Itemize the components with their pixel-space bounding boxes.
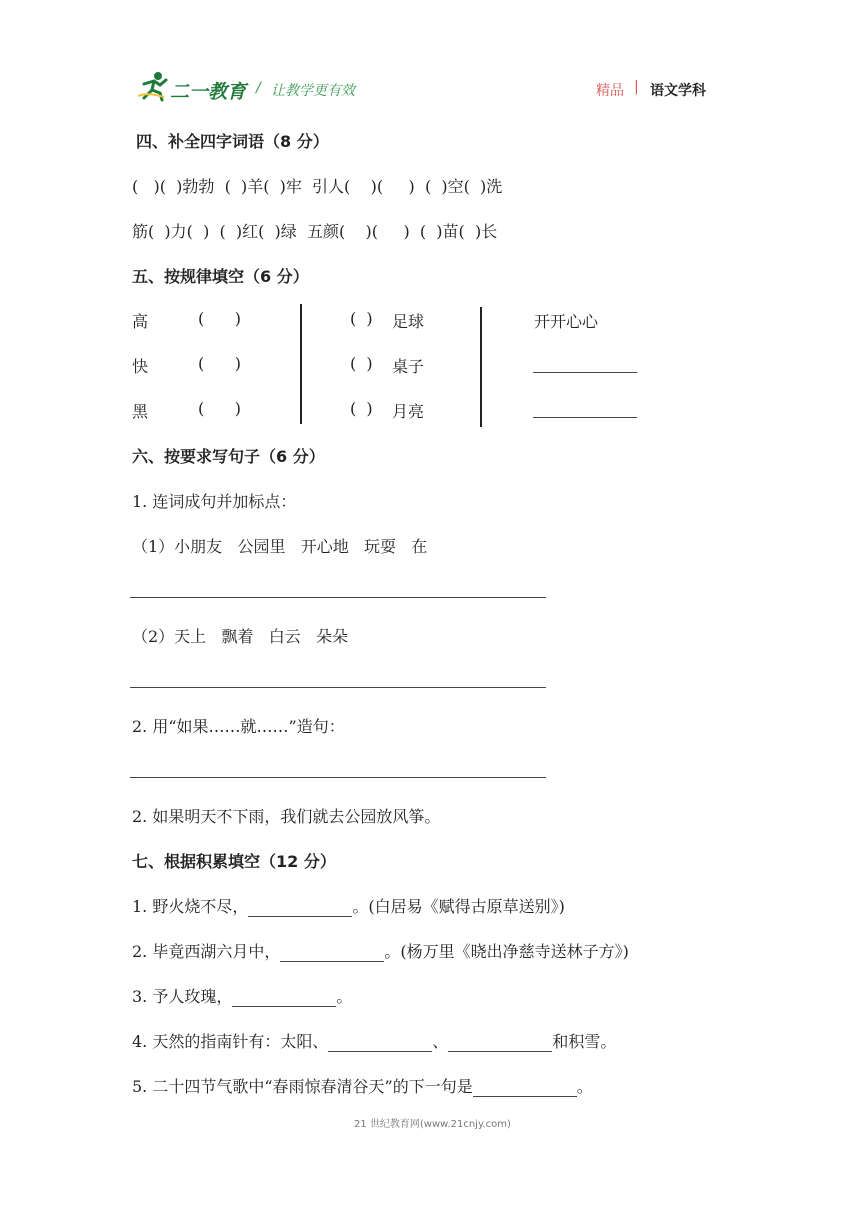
- answer-blank: [473, 1078, 577, 1097]
- subject-label: 语文学科: [650, 83, 706, 99]
- recall-item: [132, 939, 629, 962]
- answer-blank: [328, 1033, 432, 1052]
- pattern-blank: ( ): [198, 399, 241, 418]
- slogan-separator: /: [256, 80, 261, 96]
- question-1-2: （2）天上 飘着 白云 朵朵: [132, 627, 348, 646]
- recall-suffix: 。(杨万里《晓出净慈寺送林子方》): [384, 942, 629, 961]
- recall-prefix: 3. 予人玫瑰，: [132, 987, 233, 1006]
- pattern-char: 快: [132, 357, 149, 376]
- pattern-char: 高: [132, 312, 149, 331]
- column-divider: [300, 304, 302, 424]
- pattern-word: 月亮: [392, 402, 425, 421]
- section-6-title: 六、按要求写句子（6 分）: [132, 447, 325, 466]
- recall-suffix: 。: [576, 1077, 593, 1096]
- answer-blank: [248, 898, 352, 917]
- pattern-blank: ( ): [350, 399, 373, 418]
- section-7-title: 七、根据积累填空（12 分）: [132, 852, 336, 871]
- pattern-word: 桌子: [392, 357, 425, 376]
- recall-suffix: 。: [336, 987, 353, 1006]
- recall-item: [132, 1074, 593, 1097]
- answer-blank: [533, 417, 637, 418]
- idiom-row-1: ( )( )勃勃 ( )羊( )牢 引人( )( ) ( )空( )洗: [132, 177, 503, 196]
- recall-prefix: 5. 二十四节气歌中“春雨惊春清谷天”的下一句是: [132, 1077, 473, 1096]
- example-sentence: 2. 如果明天不下雨，我们就去公园放风筝。: [132, 807, 441, 826]
- question-1: 1. 连词成句并加标点：: [132, 492, 297, 511]
- recall-item: [132, 1029, 616, 1052]
- answer-line: [130, 687, 546, 688]
- answer-blank: [448, 1033, 552, 1052]
- recall-item: [132, 984, 352, 1007]
- page-footer: 21 世纪教育网(www.21cnjy.com): [354, 1119, 511, 1130]
- recall-prefix: 1. 野火烧不尽，: [132, 897, 249, 916]
- recall-suffix: 。(白居易《赋得古原草送别》): [352, 897, 565, 916]
- idiom-row-2: 筋( )力( ) ( )红( )绿 五颜( )( ) ( )苗( )长: [132, 222, 498, 241]
- answer-blank: [232, 988, 336, 1007]
- pattern-blank: ( ): [198, 354, 241, 373]
- pattern-example: 开开心心: [534, 312, 599, 331]
- header-divider: |: [634, 79, 639, 95]
- pattern-char: 黑: [132, 402, 149, 421]
- recall-prefix: 4. 天然的指南针有：太阳、: [132, 1032, 329, 1051]
- answer-line: [130, 597, 546, 598]
- section-5-title: 五、按规律填空（6 分）: [132, 267, 309, 286]
- column-divider: [480, 307, 482, 427]
- pattern-blank: ( ): [350, 309, 373, 328]
- recall-prefix: 2. 毕竟西湖六月中，: [132, 942, 281, 961]
- pattern-blank: ( ): [198, 309, 241, 328]
- answer-blank: [533, 372, 637, 373]
- question-1-1: （1）小朋友 公园里 开心地 玩耍 在: [132, 537, 428, 556]
- pattern-blank: ( ): [350, 354, 373, 373]
- question-2: 2. 用“如果……就……”造句：: [132, 717, 345, 736]
- answer-blank: [280, 943, 384, 962]
- section-4-title: 四、补全四字词语（8 分）: [136, 132, 329, 151]
- recall-middle: 、: [432, 1032, 449, 1051]
- recall-item: [132, 894, 565, 917]
- slogan: 让教学更有效: [271, 83, 355, 99]
- answer-line: [130, 777, 546, 778]
- pattern-word: 足球: [392, 312, 425, 331]
- brand-name: 二一教育: [170, 81, 247, 103]
- quality-label: 精品: [596, 83, 624, 99]
- recall-suffix: 和积雪。: [552, 1032, 617, 1051]
